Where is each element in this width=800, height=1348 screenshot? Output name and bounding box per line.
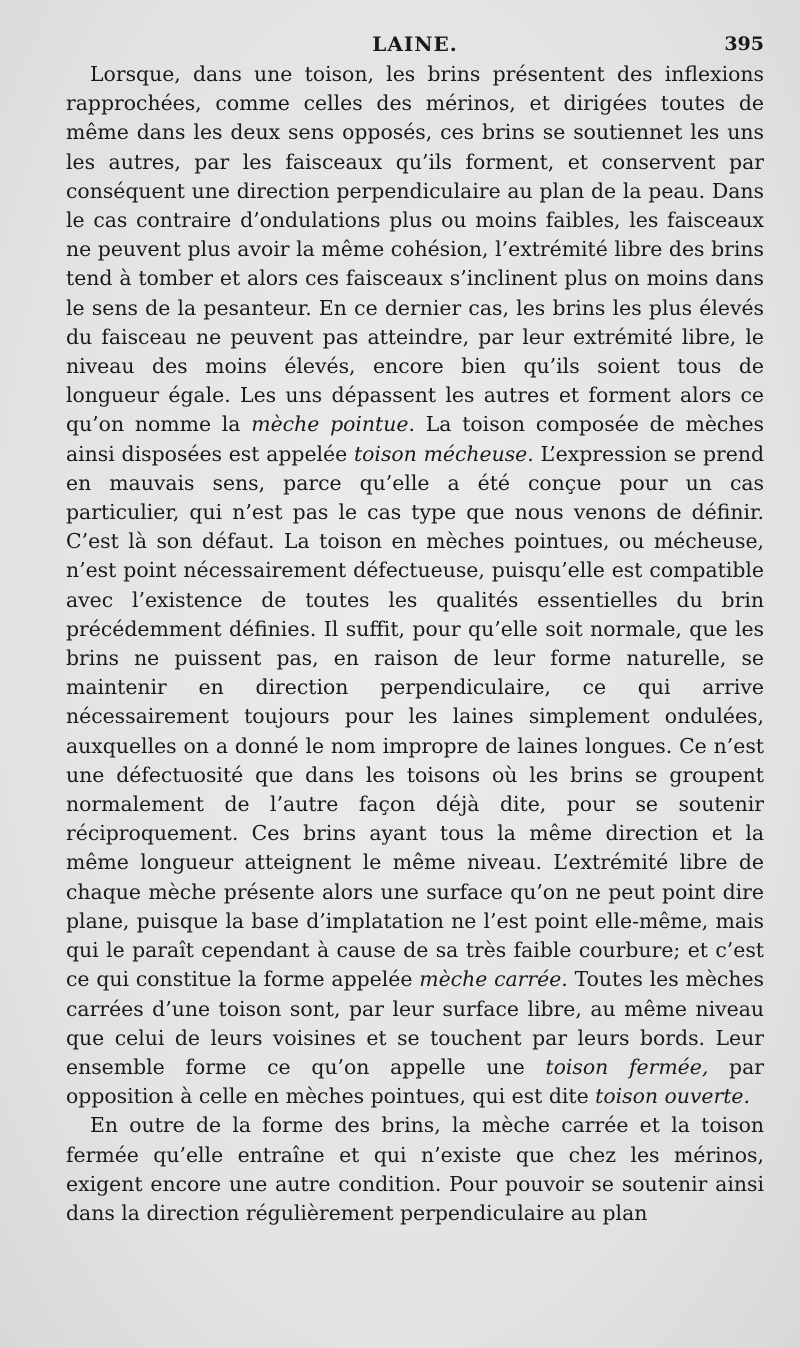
paragraph-1	[66, 60, 764, 1111]
page-number: 395	[724, 33, 764, 55]
italic-term: toison mécheuse.	[353, 441, 534, 466]
italic-term: toison ouverte.	[595, 1084, 750, 1109]
italic-term: toison fermée,	[545, 1054, 709, 1079]
text-run: L’expression se prend en mauvais sens, parce qu’elle a été conçue pour un cas particulier, qui n’est pas le cas type que nous venons de définir. C’est là son défaut. La toison en mèches pointues, ou mécheuse, n’est point nécessairement défectueuse, puisqu’elle est compatible avec l’existence de toutes les qualités essentielles du brin précédemment définies. Il suffit, pour qu’elle soit normale, que les brins ne puissent pas, en raison de leur forme naturelle, se maintenir en direction perpendiculaire, ce qui arrive nécessairement toujours pour les laines simplement ondulées, auxquelles on a donné le nom impropre de laines longues. Ce n’est une défectuosité que dans les toisons où les brins se groupent normalement de l’autre façon déjà dite, pour se soutenir réciproquement. Ces brins ayant tous la même direction et la même longueur atteignent le même niveau. L’extrémité libre de chaque mèche présente alors une surface qu’on ne peut point dire plane, puisque la base d’implatation ne l’est point elle-même, mais qui le paraît cependant à cause de sa très faible courbure; et c’est ce qui constitue la forme appelée	[66, 441, 765, 992]
text-run: La toison composée de mèches ainsi disposées est appelée	[66, 412, 764, 466]
text-run: Toutes les mèches carrées d’une toison sont, par leur surface libre, au même niveau que celui de leurs voisines et se touchent par leurs bords. Leur ensemble forme ce qu’on appelle une	[66, 967, 764, 1079]
body-text	[66, 60, 764, 1228]
text-run: Lorsque, dans une toison, les brins présentent des inflexions rapprochées, comme celles des mérinos, et dirigées toutes de même dans les deux sens opposés, ces brins se soutiennet les uns les autres, par les faisceaux qu’ils forment, et conservent par conséquent une direction perpendiculaire au plan de la peau. Dans le cas contraire d’ondulations plus ou moins faibles, les faisceaux ne peuvent plus avoir la même cohésion, l’extrémité libre des brins tend à tomber et alors ces faisceaux s’inclinent plus on moins dans le sens de la pesanteur. En ce dernier cas, les brins les plus élevés du faisceau ne peuvent pas atteindre, par leur extrémité libre, le niveau des moins élevés, encore bien qu’ils soient tous de longueur égale. Les uns dépassent les autres et forment alors ce qu’on nomme la	[66, 62, 764, 437]
text-run: En outre de la forme des brins, la mèche carrée et la toison fermée qu’elle entraîne et qui n’existe que chez les mérinos, exigent encore une autre condition. Pour pouvoir se soutenir ainsi dans la direction régulièrement perpendiculaire au plan	[66, 1113, 764, 1225]
italic-term: mèche pointue.	[251, 412, 415, 437]
italic-term: mèche carrée.	[419, 967, 568, 992]
paragraph-2	[66, 1111, 764, 1228]
text-run: par opposition à celle en mèches pointues, qui est dite	[66, 1054, 764, 1109]
running-title: LAINE.	[372, 32, 458, 56]
running-head	[66, 26, 764, 60]
